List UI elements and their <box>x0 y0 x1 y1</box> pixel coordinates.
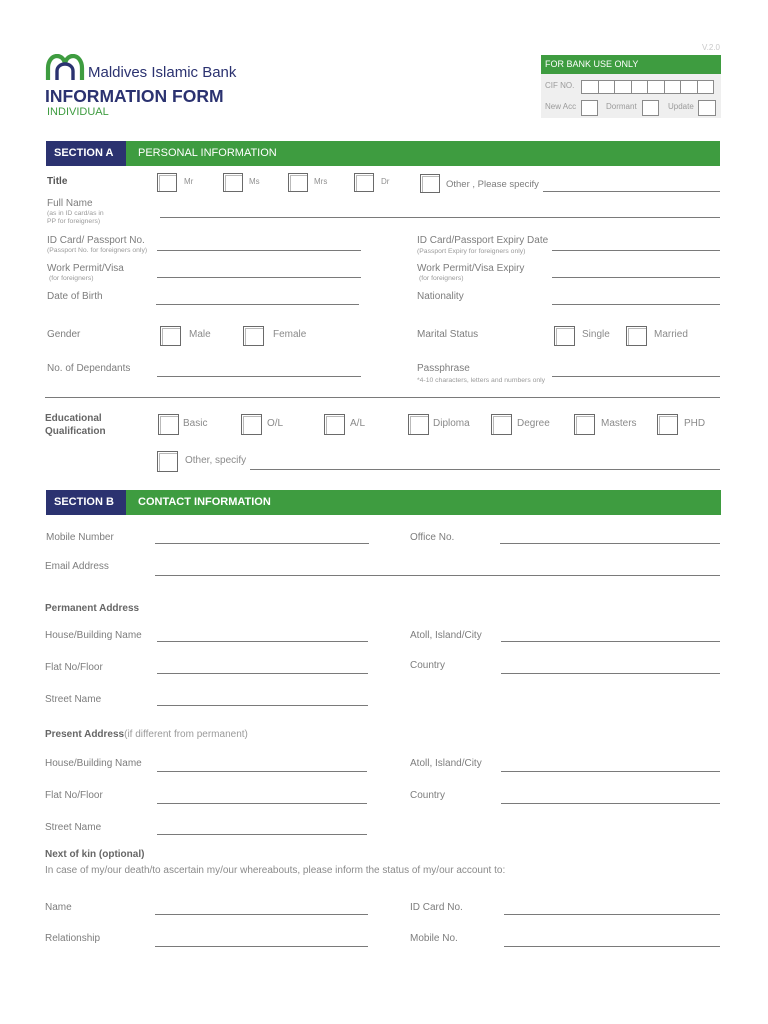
bank-use-panel <box>541 55 721 118</box>
education-diploma-label: Diploma <box>433 418 470 429</box>
cif-digit-box[interactable] <box>681 81 698 93</box>
section-b-header <box>46 490 721 515</box>
marital-married-checkbox[interactable] <box>626 326 647 346</box>
kin-name-input[interactable] <box>155 902 368 915</box>
education-other-checkbox[interactable] <box>157 451 178 472</box>
kin-relationship-label: Relationship <box>45 933 101 944</box>
cif-digit-box[interactable] <box>632 81 649 93</box>
full-name-label: Full Name <box>47 198 93 209</box>
id-passport-no-label: ID Card/ Passport No. <box>47 235 145 246</box>
title-ms-checkbox[interactable] <box>223 173 243 192</box>
cif-digit-box[interactable] <box>665 81 682 93</box>
education-other-label: Other, specify <box>185 455 247 466</box>
kin-mobile-input[interactable] <box>504 934 720 947</box>
education-basic-label: Basic <box>183 418 208 429</box>
gender-female-label: Female <box>273 329 307 340</box>
section-a-heading: PERSONAL INFORMATION <box>138 147 277 159</box>
work-permit-expiry-label: Work Permit/Visa Expiry <box>417 263 525 274</box>
dependants-label: No. of Dependants <box>47 363 131 374</box>
gender-male-checkbox[interactable] <box>160 326 181 346</box>
title-mrs-checkbox[interactable] <box>288 173 308 192</box>
section-a-divider <box>45 397 720 398</box>
kin-id-card-label: ID Card No. <box>410 902 463 913</box>
cif-digit-box[interactable] <box>599 81 616 93</box>
present-address-heading <box>45 729 248 741</box>
education-basic-checkbox[interactable] <box>158 414 179 435</box>
kin-mobile-label: Mobile No. <box>410 933 458 944</box>
cif-digit-box[interactable] <box>582 81 599 93</box>
id-passport-no-input[interactable] <box>157 238 361 251</box>
title-dr-checkbox[interactable] <box>354 173 374 192</box>
kin-name-label: Name <box>45 902 72 913</box>
permanent-street-label: Street Name <box>45 694 102 705</box>
email-label: Email Address <box>45 561 109 572</box>
work-permit-expiry-input[interactable] <box>552 265 720 278</box>
section-a-header <box>46 141 720 166</box>
id-passport-no-note: (Passport No. for foreigners only) <box>47 247 148 254</box>
education-degree-label: Degree <box>517 418 550 429</box>
passphrase-input[interactable] <box>552 364 720 377</box>
present-street-label: Street Name <box>45 822 102 833</box>
form-subtitle: INDIVIDUAL <box>47 106 109 118</box>
title-ms-label: Ms <box>249 177 260 186</box>
education-al-label: A/L <box>350 418 366 429</box>
full-name-input[interactable] <box>160 205 720 218</box>
next-of-kin-heading: Next of kin (optional) <box>45 849 145 860</box>
nationality-input[interactable] <box>552 292 720 305</box>
permanent-address-heading: Permanent Address <box>45 603 140 614</box>
permanent-country-input[interactable] <box>501 661 720 674</box>
education-degree-checkbox[interactable] <box>491 414 512 435</box>
full-name-note: (as in ID card/as in PP for foreigners) <box>47 210 104 225</box>
dormant-label: Dormant <box>606 102 637 111</box>
work-permit-input[interactable] <box>157 265 361 278</box>
kin-id-card-input[interactable] <box>504 902 720 915</box>
education-masters-checkbox[interactable] <box>574 414 595 435</box>
gender-label: Gender <box>47 329 81 340</box>
title-other-label: Other , Please specify <box>446 179 539 190</box>
present-country-input[interactable] <box>501 791 720 804</box>
bank-use-title: FOR BANK USE ONLY <box>541 55 721 74</box>
id-passport-expiry-note: (Passport Expiry for foreigners only) <box>417 248 526 255</box>
permanent-street-input[interactable] <box>157 693 368 706</box>
title-mrs-label: Mrs <box>314 177 328 186</box>
present-flat-label: Flat No/Floor <box>45 790 103 801</box>
work-permit-note: (for foreigners) <box>49 275 94 282</box>
present-address-title: Present Address <box>45 729 125 740</box>
education-diploma-checkbox[interactable] <box>408 414 429 435</box>
permanent-house-input[interactable] <box>157 629 368 642</box>
next-of-kin-statement: In case of my/our death/to ascertain my/our whereabouts, please inform the status of my/our account to: <box>45 865 506 876</box>
date-of-birth-input[interactable] <box>156 292 359 305</box>
work-permit-label: Work Permit/Visa <box>47 263 124 274</box>
title-mr-checkbox[interactable] <box>157 173 177 192</box>
education-phd-checkbox[interactable] <box>657 414 678 435</box>
passphrase-note: *4-10 characters, letters and numbers only <box>417 377 546 384</box>
passphrase-label: Passphrase <box>417 363 470 374</box>
title-other-checkbox[interactable] <box>420 174 440 193</box>
title-mr-label: Mr <box>184 177 194 186</box>
update-checkbox[interactable] <box>698 100 716 116</box>
office-number-input[interactable] <box>500 531 720 544</box>
cif-number-boxes[interactable] <box>581 80 714 94</box>
bank-logo-icon <box>45 54 85 81</box>
education-ol-checkbox[interactable] <box>241 414 262 435</box>
section-b-heading: CONTACT INFORMATION <box>138 496 271 508</box>
marital-married-label: Married <box>654 329 688 340</box>
kin-relationship-input[interactable] <box>155 934 368 947</box>
permanent-atoll-label: Atoll, Island/City <box>410 630 482 641</box>
cif-digit-box[interactable] <box>648 81 665 93</box>
education-al-checkbox[interactable] <box>324 414 345 435</box>
marital-single-checkbox[interactable] <box>554 326 575 346</box>
permanent-flat-label: Flat No/Floor <box>45 662 103 673</box>
education-ol-label: O/L <box>267 418 284 429</box>
permanent-country-label: Country <box>410 660 446 671</box>
present-house-label: House/Building Name <box>45 758 142 769</box>
permanent-flat-input[interactable] <box>157 661 368 674</box>
new-acc-label: New Acc <box>545 102 577 111</box>
present-house-input[interactable] <box>157 759 367 772</box>
marital-status-label: Marital Status <box>417 329 479 340</box>
section-a-tag: SECTION A <box>46 141 126 166</box>
permanent-atoll-input[interactable] <box>501 629 720 642</box>
title-dr-label: Dr <box>381 177 390 186</box>
id-passport-expiry-input[interactable] <box>552 238 720 251</box>
office-number-label: Office No. <box>410 532 455 543</box>
mobile-number-input[interactable] <box>155 531 369 544</box>
gender-male-label: Male <box>189 329 211 340</box>
education-masters-label: Masters <box>601 418 637 429</box>
work-permit-expiry-note: (for foreigners) <box>419 275 464 282</box>
present-street-input[interactable] <box>157 822 367 835</box>
present-flat-input[interactable] <box>157 791 367 804</box>
education-other-input[interactable] <box>250 457 720 470</box>
education-label: Educational Qualification <box>45 413 106 437</box>
update-label: Update <box>668 102 694 111</box>
present-country-label: Country <box>410 790 446 801</box>
title-other-input[interactable] <box>543 179 720 192</box>
mobile-number-label: Mobile Number <box>46 532 114 543</box>
permanent-house-label: House/Building Name <box>45 630 142 641</box>
marital-single-label: Single <box>582 329 610 340</box>
cif-label: CIF NO. <box>545 81 575 90</box>
id-passport-expiry-label: ID Card/Passport Expiry Date <box>417 235 549 246</box>
present-address-note: (if different from permanent) <box>124 729 248 740</box>
cif-digit-box[interactable] <box>698 81 714 93</box>
form-title: INFORMATION FORM <box>45 86 224 106</box>
present-atoll-label: Atoll, Island/City <box>410 758 482 769</box>
education-phd-label: PHD <box>684 418 706 429</box>
email-input[interactable] <box>155 563 720 576</box>
date-of-birth-label: Date of Birth <box>47 291 103 302</box>
bank-name: Maldives Islamic Bank <box>88 64 237 81</box>
dependants-input[interactable] <box>157 364 361 377</box>
cif-digit-box[interactable] <box>615 81 632 93</box>
nationality-label: Nationality <box>417 291 464 302</box>
dormant-checkbox[interactable] <box>642 100 659 116</box>
section-b-tag: SECTION B <box>46 490 126 515</box>
form-version: V.2.0 <box>702 43 720 52</box>
new-acc-checkbox[interactable] <box>581 100 598 116</box>
gender-female-checkbox[interactable] <box>243 326 264 346</box>
present-atoll-input[interactable] <box>501 759 720 772</box>
title-label: Title <box>47 176 68 187</box>
